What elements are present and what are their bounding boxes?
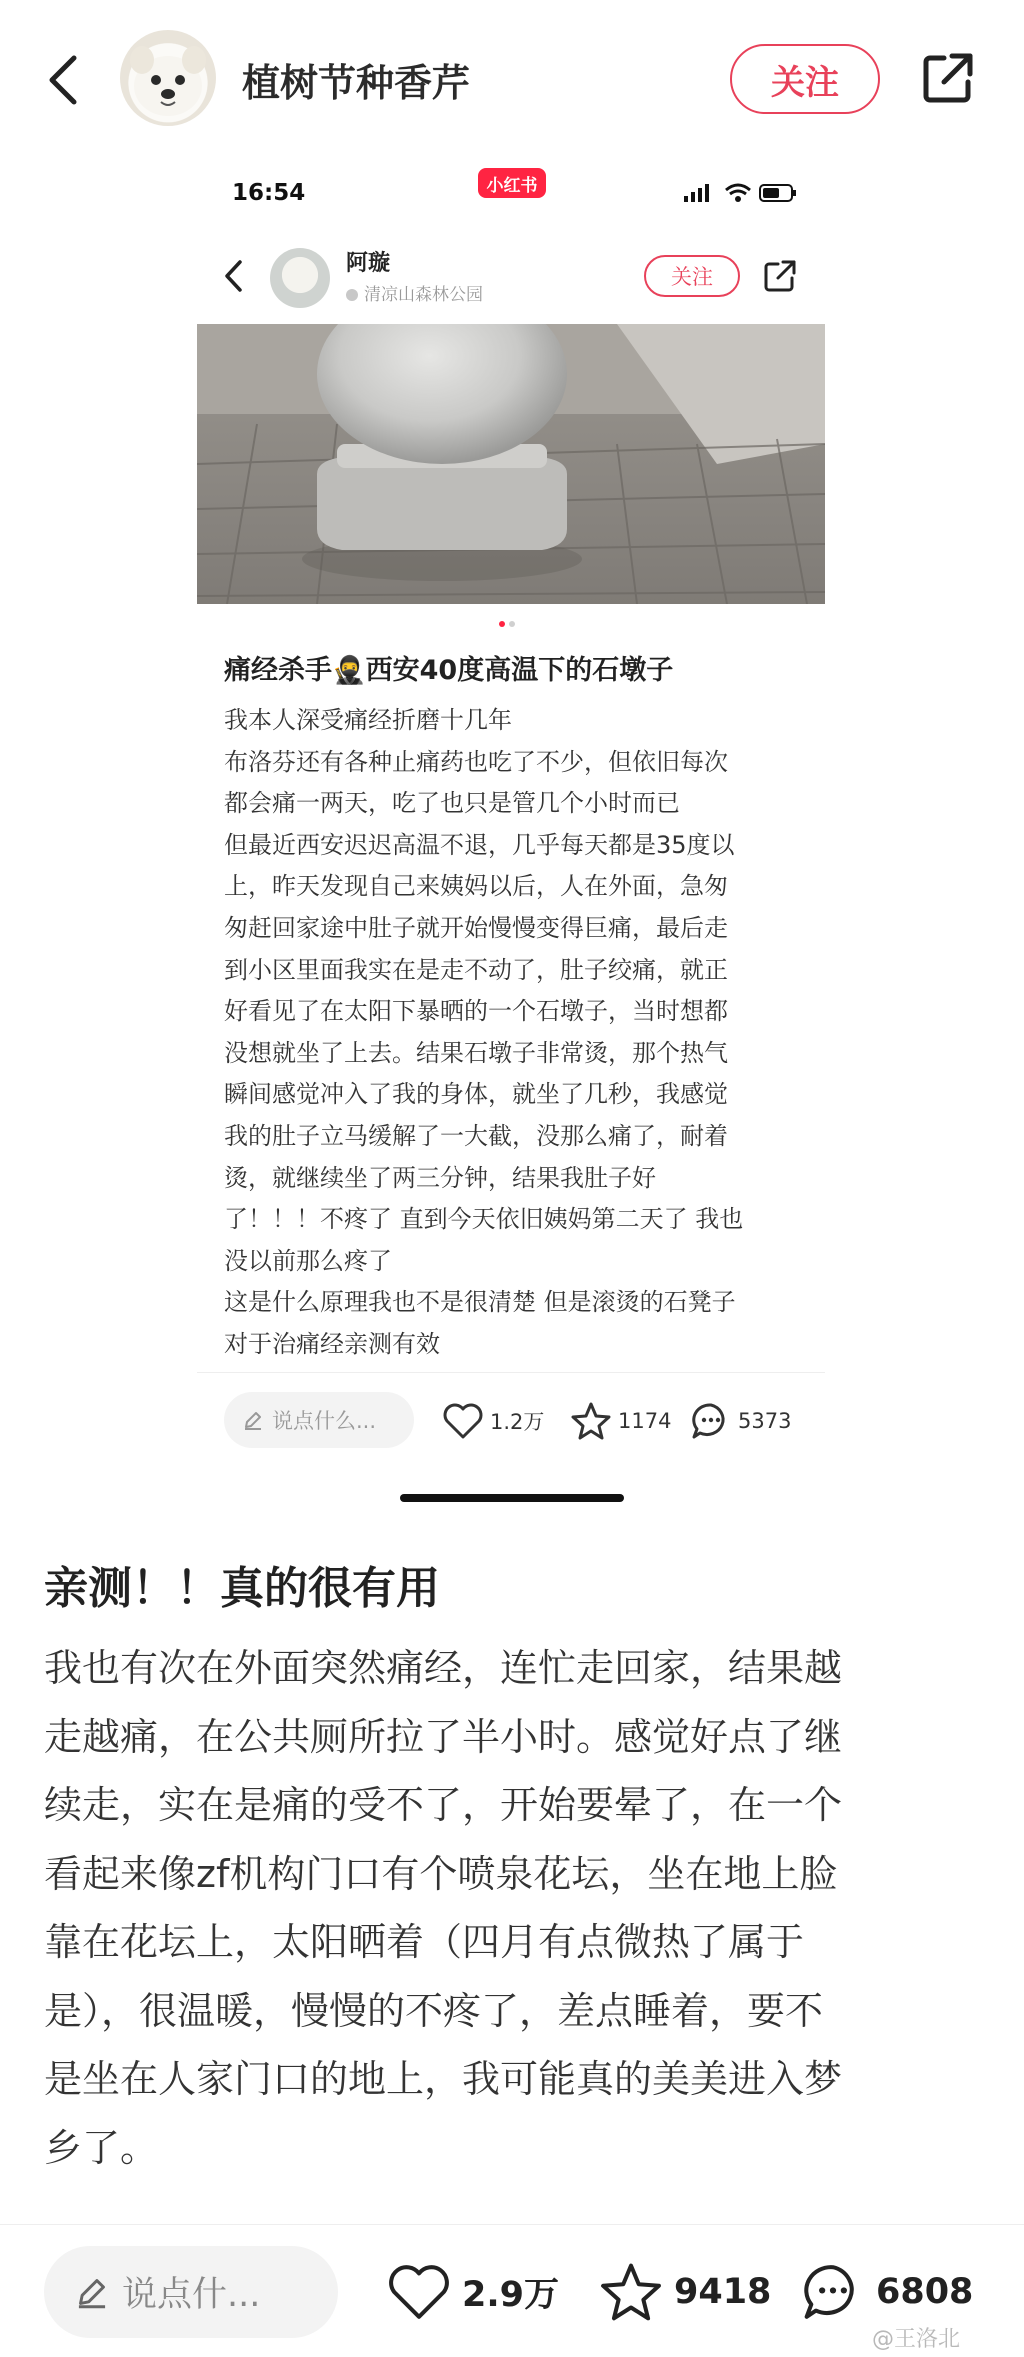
pencil-icon [242, 1409, 264, 1431]
follow-button[interactable]: 关注 [730, 44, 880, 114]
embedded-location [346, 280, 483, 305]
wifi-icon [726, 185, 750, 202]
app-logo: 小红书 [478, 168, 546, 198]
like-button[interactable] [386, 2262, 559, 2322]
post-photo [197, 324, 825, 604]
image-pagination-dots [496, 620, 520, 628]
comments-count: 6808 [876, 2272, 974, 2312]
embedded-likes-count: 1.2万 [490, 1410, 545, 1434]
battery-icon [760, 185, 796, 201]
location-pin-icon [346, 289, 358, 301]
embedded-author-name: 阿璇 [346, 251, 391, 276]
star-icon [570, 1401, 612, 1441]
heart-icon [442, 1401, 484, 1441]
bottom-bar-divider [0, 2224, 1024, 2225]
favorites-count: 9418 [674, 2272, 772, 2312]
comment-bubble-icon [800, 2261, 866, 2323]
embedded-post-title: 痛经杀手🥷西安40度高温下的石墩子 [224, 655, 674, 686]
star-icon [598, 2261, 664, 2323]
post-body: 我也有次在外面突然痛经，连忙走回家，结果越 走越痛，在公共厕所拉了半小时。感觉好点了继 续走，实在是痛的受不了，开始要晕了，在一个 看起来像zf机构门口有个喷泉花坛，坐在地上脸 靠在花坛上，太阳晒着（四月有点微热了属于 是），很温暖，慢慢的不疼了，差点睡着，要不 是坐在人家门口的地上，我可能真的美美进入梦 乡了。 [44, 1646, 843, 2170]
embedded-avatar [270, 248, 330, 308]
pencil-icon [74, 2274, 110, 2310]
signal-icon [684, 196, 688, 202]
embedded-location-text: 清凉山森林公园 [364, 285, 483, 305]
comment-placeholder: 说点什... [122, 2275, 261, 2315]
embedded-comment-input [224, 1392, 414, 1448]
home-indicator [400, 1494, 624, 1502]
embedded-comment-placeholder: 说点什么... [272, 1409, 377, 1433]
author-avatar[interactable] [120, 30, 216, 126]
post-title: 亲测！！真的很有用 [44, 1563, 440, 1614]
share-icon[interactable] [918, 48, 978, 108]
embedded-likes [442, 1400, 544, 1442]
embedded-share-icon [762, 258, 798, 294]
embedded-comments-count: 5373 [738, 1409, 792, 1433]
embedded-post-body: 我本人深受痛经折磨十几年 布洛芬还有各种止痛药也吃了不少，但依旧每次 都会痛一两天，吃了也只是管几个小时而已 但最近西安迟迟高温不退，几乎每天都是35度以 上，昨天发现自己来姨妈以后，人在外面，急匆 匆赶回家途中肚子就开始慢慢变得巨痛，最后走 到小区里面我实在是走不动了，肚子绞痛，就正 好看见了在太阳下暴晒的一个石墩子，当时想都 没想就坐了上去。结果石墩子非常烫，那个热气 瞬间感觉冲入了我的身体，就坐了几秒，我感觉 我的肚子立马缓解了一大截，没那么痛了，耐着 烫，就继续坐了两三分钟，结果我肚子好 了！！！不疼了 直到今天依旧姨妈第二天了 我也 没以前那么疼了 这是什么原理我也不是很清楚 但是滚烫的石凳子 对于治痛经亲测有效 [224, 706, 744, 1358]
likes-count: 2.9万 [462, 2275, 560, 2315]
embedded-follow-button: 关注 [644, 255, 740, 297]
status-bar-icons [682, 180, 802, 206]
embedded-back-icon [222, 258, 246, 294]
embedded-favorites-count: 1174 [618, 1409, 672, 1433]
comment-input[interactable] [44, 2246, 338, 2338]
embedded-status-time: 16:54 [232, 180, 306, 206]
comment-bubble-icon [690, 1401, 732, 1441]
watermark: @王洛北 [872, 2327, 961, 2352]
dog-avatar-icon [120, 30, 216, 126]
embedded-favorites [570, 1400, 671, 1442]
heart-icon [386, 2261, 452, 2323]
author-name[interactable]: 植树节种香芹 [242, 61, 471, 105]
comment-button[interactable] [800, 2262, 973, 2322]
embedded-divider [197, 1372, 825, 1373]
back-arrow-icon[interactable] [44, 52, 84, 108]
favorite-button[interactable] [598, 2262, 771, 2322]
embedded-comments [690, 1400, 791, 1442]
